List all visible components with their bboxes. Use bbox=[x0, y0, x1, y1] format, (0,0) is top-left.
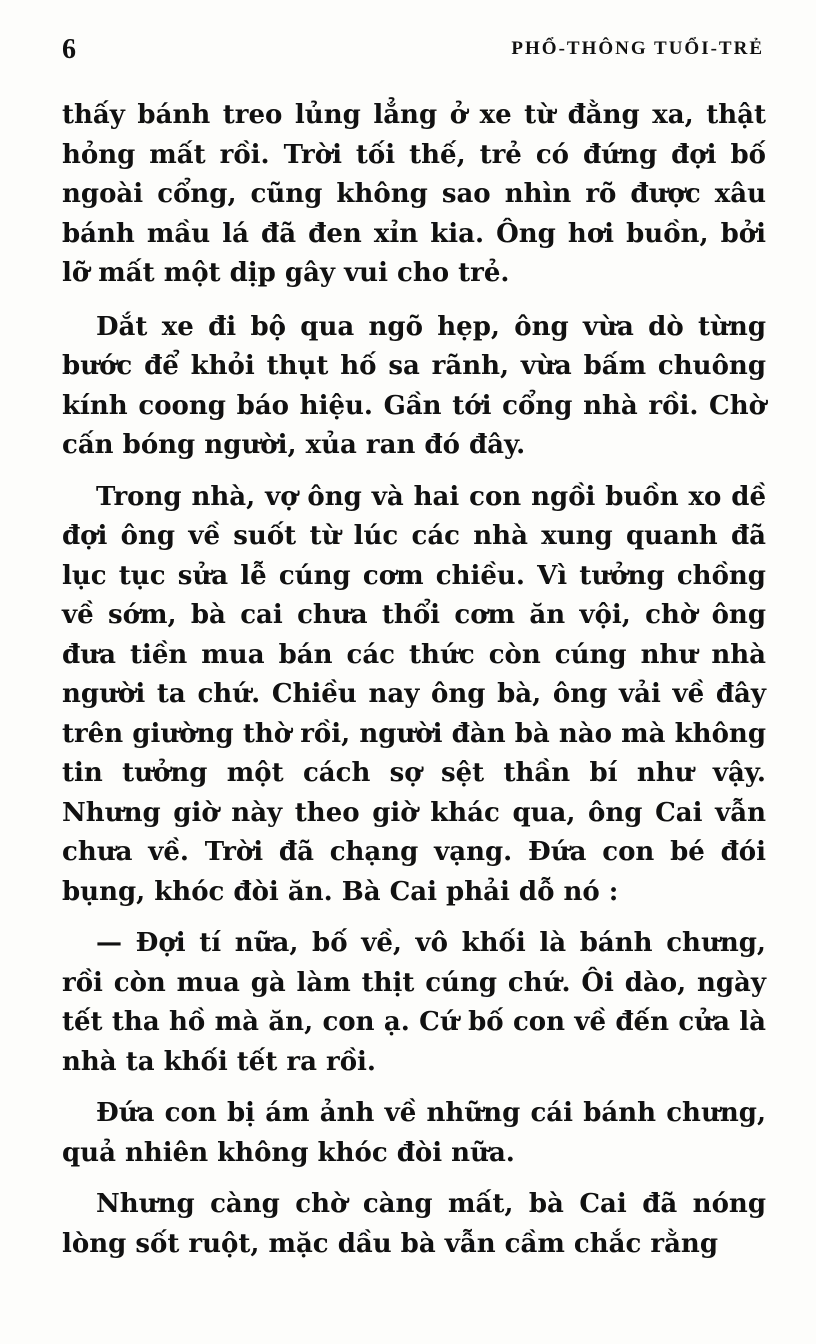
paragraph: Đứa con bị ám ảnh về những cái bánh chưng, quả nhiên không khóc đòi nữa. bbox=[62, 1098, 766, 1168]
page-number: 6 bbox=[62, 34, 76, 65]
paragraph: Nhưng càng chờ càng mất, bà Cai đã nóng lòng sốt ruột, mặc dầu bà vẫn cầm chắc rằng bbox=[62, 1189, 766, 1259]
paragraph: Trong nhà, vợ ông và hai con ngồi buồn xo dề đợi ông về suốt từ lúc các nhà xung quanh đã lục tục sửa lễ cúng cơm chiều. Vì tưởng chồng về sớm, bà cai chưa thổi cơm ăn vội, chờ ông đưa tiền mua bán các thức còn cúng như nhà người ta chứ. Chiều nay ông bà, ông vải về đây trên giường thờ rồi, người đàn bà nào mà không tin tưởng một cách sợ sệt thần bí như vậy. Nhưng giờ này theo giờ khác qua, ông Cai vẫn chưa về. Trời đã chạng vạng. Đứa con bé đói bụng, khóc đòi ăn. Bà Cai phải dỗ nó : bbox=[62, 481, 766, 907]
dialogue-paragraph: — Đợi tí nữa, bố về, vô khối là bánh chưng, rồi còn mua gà làm thịt cúng chứ. Ôi dào, ngày tết tha hồ mà ăn, con ạ. Cứ bố con về đến cửa là nhà ta khối tết ra rồi. bbox=[62, 928, 766, 1077]
running-title: PHỔ-THÔNG TUỔI-TRẺ bbox=[511, 38, 764, 59]
body-text bbox=[62, 96, 766, 1276]
paragraph-continuation: thấy bánh treo lủng lẳng ở xe từ đằng xa, thật hỏng mất rồi. Trời tối thế, trẻ có đứng đợi bố ngoài cổng, cũng không sao nhìn rõ được xâu bánh mầu lá đã đen xỉn kia. Ông hơi buồn, bởi lỡ mất một dịp gây vui cho trẻ. bbox=[62, 100, 766, 288]
paragraph: Dắt xe đi bộ qua ngõ hẹp, ông vừa dò từng bước để khỏi thụt hố sa rãnh, vừa bấm chuông kính coong báo hiệu. Gần tới cổng nhà rồi. Chờ cấn bóng người, xủa ran đó đây. bbox=[62, 311, 766, 460]
